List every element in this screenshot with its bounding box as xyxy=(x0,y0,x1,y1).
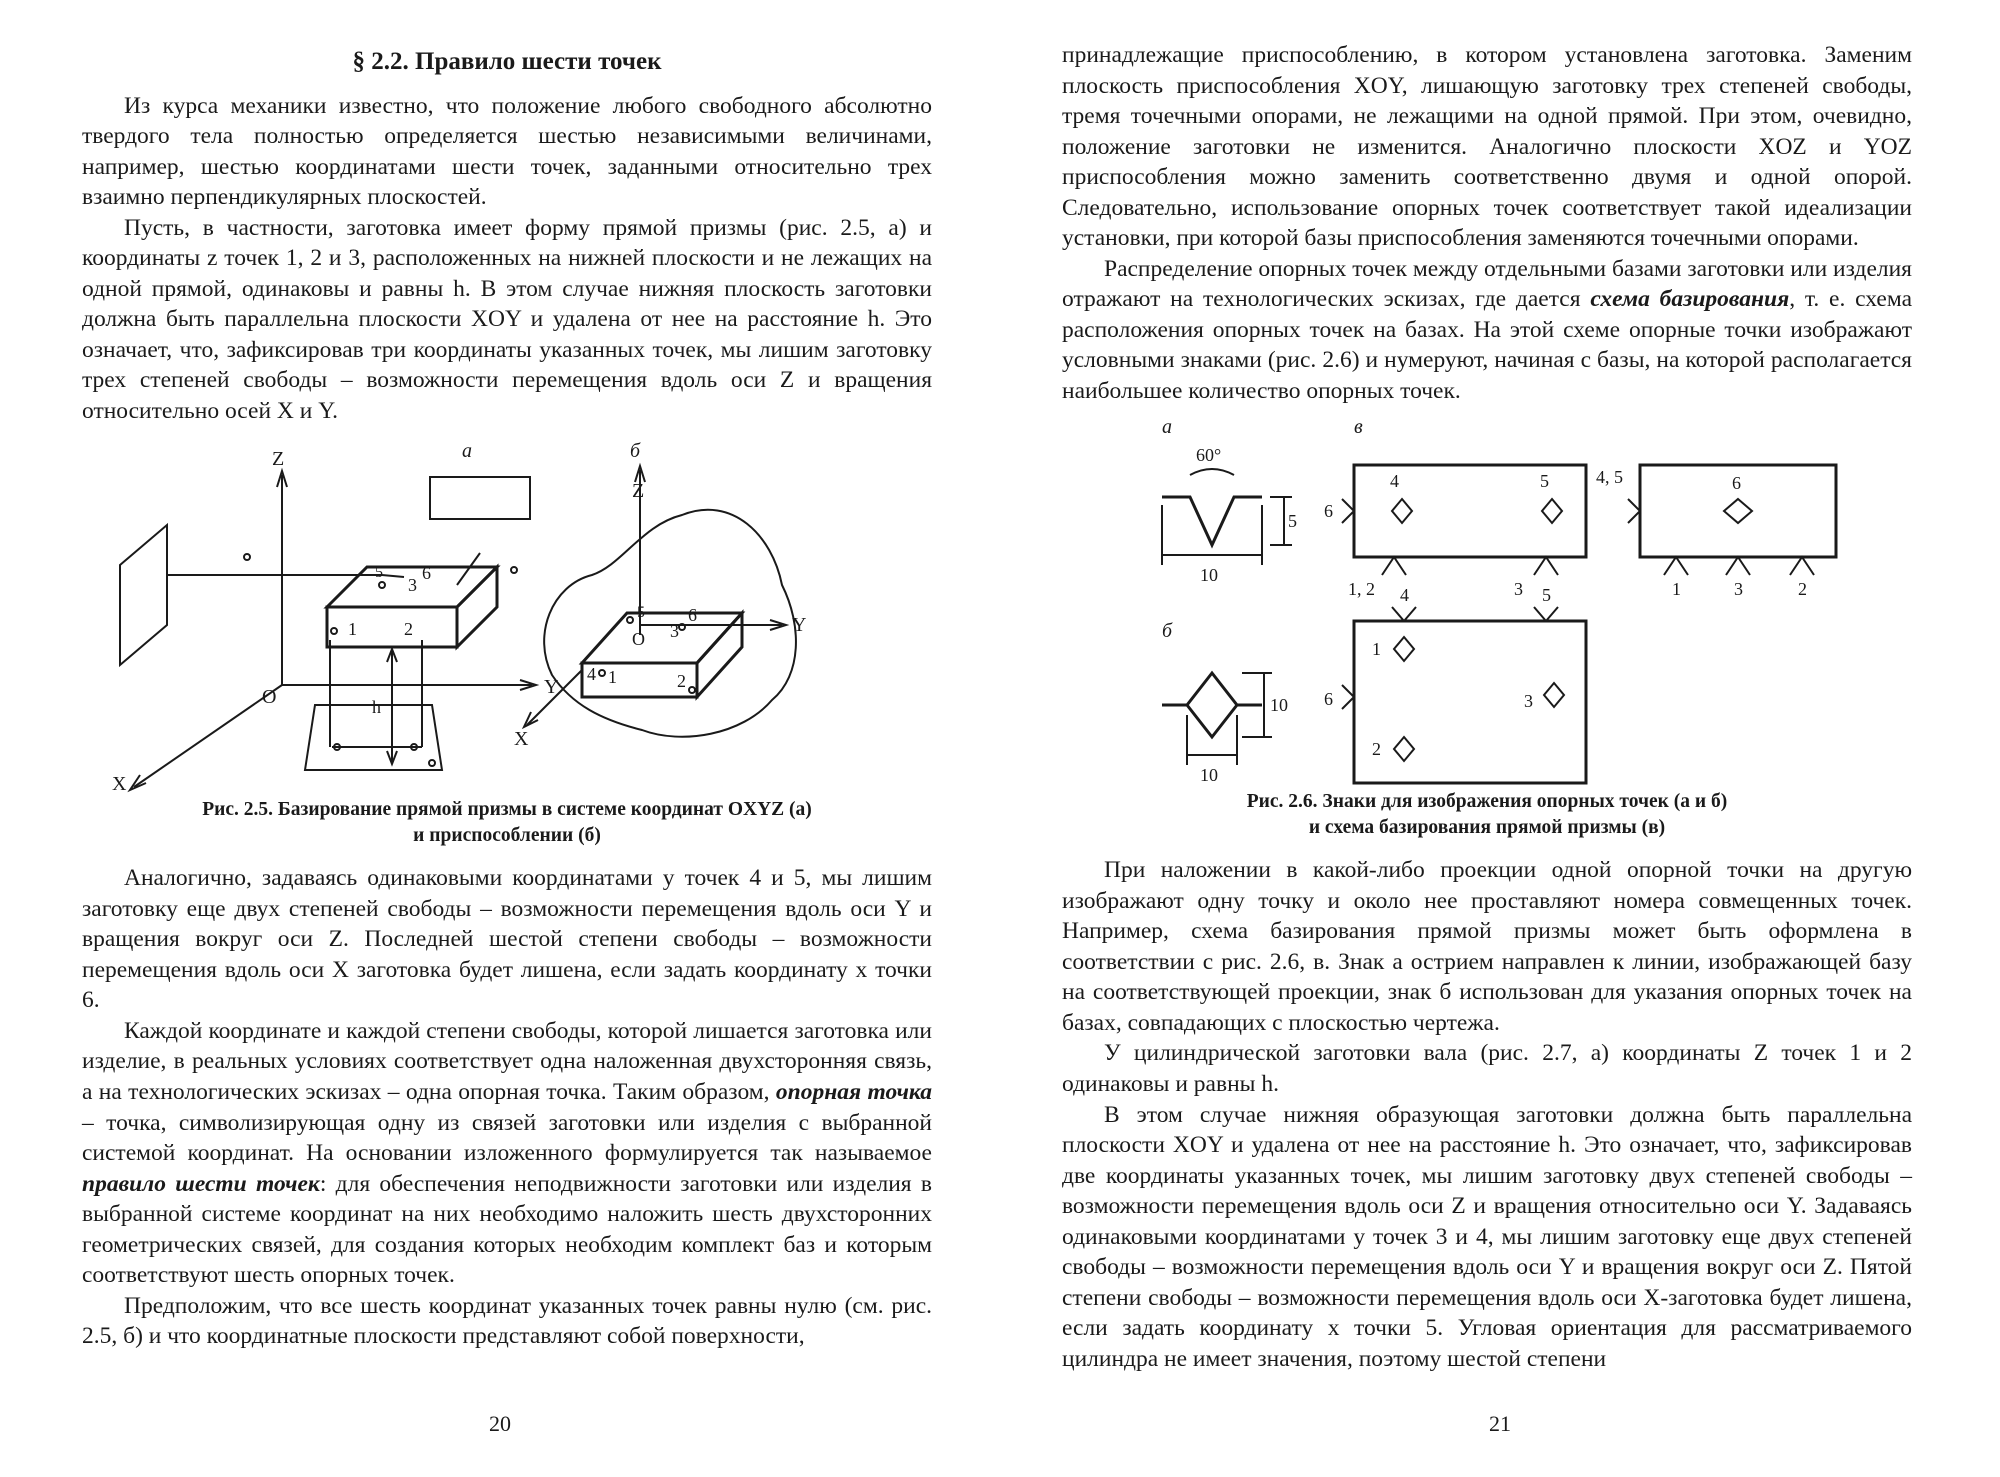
paragraph: В этом случае нижняя образующая заготовки должна быть параллельна плоскости XOY и удалена от нее на расстояние h. Это означает, что, зафиксировав две координаты указанных точек, мы лишим заготовку двух степеней свободы – возможности перемещения вдоль оси Z и вращения относительно оси Y. Задаваясь одинаковыми координатами у точек 3 и 4, мы лишим заготовку еще двух степеней свободы – возможности перемещения вдоль оси Y и вращения вокруг оси Z. Пятой степени свободы – возможности перемещения вдоль оси X-заготовка будет лишена, если задать координату x точки 5. Угловая ориентация для рассматриваемого цилиндра не имеет значения, поэтому шестой степени xyxy=(1062,1101,1912,1372)
front-label-2: 2 xyxy=(1372,738,1381,759)
term-support-point: опорная точка xyxy=(775,1078,932,1105)
fig-b-x-label: X xyxy=(514,727,529,750)
right-page xyxy=(1000,0,2000,1477)
section-heading: § 2.2. Правило шести точек xyxy=(352,48,662,75)
fig-b-point-1: 1 xyxy=(608,666,617,687)
fig-a-z-label: Z xyxy=(272,447,285,470)
side-label-4-5: 4, 5 xyxy=(1596,466,1623,487)
top-label-4: 4 xyxy=(1390,470,1399,491)
term-six-points-rule: правило шести точек xyxy=(82,1170,320,1197)
paragraph: Аналогично, задаваясь одинаковыми координатами у точек 4 и 5, мы лишим заготовку еще двух степеней свободы – возможности перемещения вдоль оси Y и вращения вокруг оси Z. Последней шестой степени свободы – возможности перемещения вдоль оси X заготовка будет лишена, если задать координату x точки 6. xyxy=(82,865,932,1014)
dim-width-b: 10 xyxy=(1200,764,1218,785)
paragraph: Из курса механики известно, что положение любого свободного абсолютно твердого тела полностью определяется шестью независимыми величинами, например, шестью координатами шести точек, заданными относительно трех взаимно перпендикулярных плоскостей. xyxy=(82,92,932,211)
fig-a-x-axis xyxy=(134,685,282,787)
fig-a-h-label: h xyxy=(372,696,381,717)
fig-b-point-5: 5 xyxy=(637,603,645,621)
paragraph: принадлежащие приспособлению, в котором установлена заготовка. Заменим плоскость приспособления XOY, лишающую заготовку трех степеней свободы, тремя точечными опорами, не лежащими на одной прямой. При этом, очевидно, положение заготовки не изменится. Аналогично плоскости XOZ и YOZ приспособления можно заменить соответственно двумя и одной опорой. Следовательно, использование опорных точек соответствует такой идеализации установки, при которой базы приспособления заменяются точечными опорами. xyxy=(1062,42,1912,252)
figure-2-6 xyxy=(1062,415,1912,842)
paragraph: У цилиндрической заготовки вала (рис. 2.7, а) координаты Z точек 1 и 2 одинаковы и равны h. xyxy=(1062,1040,1912,1098)
fig-a-tag: а xyxy=(462,439,472,462)
fig-a-point-6: 6 xyxy=(422,562,431,583)
page-number-left: 20 xyxy=(489,1411,511,1436)
side-label-3: 3 xyxy=(1734,578,1743,599)
figure-2-6-caption: Рис. 2.6. Знаки для изображения опорных точек (а и б) и схема базирования прямой призмы (в) xyxy=(1246,790,1728,838)
fig-a-prism-front xyxy=(327,607,457,647)
fig-a-point-1: 1 xyxy=(348,618,357,639)
side-label-2: 2 xyxy=(1798,578,1807,599)
fig-b-point-2: 2 xyxy=(677,670,686,691)
right-text-column xyxy=(1062,40,1912,1374)
fig-b-point-4: 4 xyxy=(587,663,596,684)
top-label-3: 3 xyxy=(1514,578,1523,599)
fig-2-6-tag-a: а xyxy=(1162,415,1172,438)
side-label-1: 1 xyxy=(1672,578,1681,599)
fig-a-origin-label: O xyxy=(262,685,277,708)
sign-b-symbol xyxy=(1187,705,1237,737)
fig-a-prism-side xyxy=(457,567,497,647)
page-number-right: 21 xyxy=(1489,1411,1511,1436)
fig-b-y-label: Y xyxy=(792,613,807,636)
top-label-5: 5 xyxy=(1540,470,1549,491)
fig-b-z-label: Z xyxy=(632,479,645,502)
fig-a-xoz-plane xyxy=(120,525,167,665)
fig-b-origin-label: O xyxy=(632,628,645,649)
fig-a-x-label: X xyxy=(112,772,127,795)
view-front xyxy=(1354,621,1586,783)
dim-width-a: 10 xyxy=(1200,564,1218,585)
front-label-5: 5 xyxy=(1542,584,1551,605)
top-label-6: 6 xyxy=(1324,500,1333,521)
left-text-column xyxy=(82,40,932,1352)
fig-a-y-label: Y xyxy=(544,675,559,698)
paragraph: Предположим, что все шесть координат указанных точек равны нулю (см. рис. 2.5, б) и что координатные плоскости представляют собой поверхности, xyxy=(82,1292,932,1350)
sign-a-symbol xyxy=(1162,497,1262,545)
paragraph-six-points-rule: Каждой координате и каждой степени свободы, которой лишается заготовка или изделие, в реальных условиях соответствует одна наложенная двухсторонняя связь, а на технологических эскизах – одна опорная точка. Таким образом, опорная точка – точка, символизирующая одну из связей заготовки или изделия с выбранной системой координат. На основании изложенного формулируется так называемое правило шести точек: для обеспечения неподвижности заготовки или изделия в выбранной системе координат на них необходимо наложить шесть двухсторонних геометрических связей, для создания которых необходим комплект баз и которым соответствуют шесть опорных точек. xyxy=(82,1017,932,1289)
fig-a-yoz-plane xyxy=(430,477,530,519)
dim-angle: 60° xyxy=(1196,444,1222,465)
fig-2-6-tag-b: б xyxy=(1162,619,1173,642)
fig-a-x-arrow xyxy=(130,775,146,790)
top-label-1-2: 1, 2 xyxy=(1348,578,1375,599)
fig-a-point-5: 5 xyxy=(375,563,383,581)
paragraph-basing-scheme: Распределение опорных точек между отдельными базами заготовки или изделия отражают на технологических эскизах, где дается схема базирования, т. е. схема расположения опорных точек на базах. На этой схеме опорные точки изображают условными знаками (рис. 2.6) и нумеруют, начиная с базы, на которой располагается наибольшее количество опорных точек. xyxy=(1062,255,1912,405)
front-label-1: 1 xyxy=(1372,638,1381,659)
fig-b-point-6: 6 xyxy=(688,604,697,625)
dim-height-a: 5 xyxy=(1288,510,1297,531)
front-label-4: 4 xyxy=(1400,584,1409,605)
dim-height-b: 10 xyxy=(1270,694,1288,715)
figure-2-6-drawing xyxy=(1062,415,1912,787)
fig-2-6-tag-v: в xyxy=(1354,415,1363,438)
fig-b-point-3: 3 xyxy=(670,620,679,641)
fig-a-point-2: 2 xyxy=(404,618,413,639)
fig-b-tag: б xyxy=(630,439,641,462)
front-label-6: 6 xyxy=(1324,688,1333,709)
figure-2-5 xyxy=(82,435,932,850)
fig-a-point-3: 3 xyxy=(408,574,417,595)
term-basing-scheme: схема базирования xyxy=(1590,286,1790,313)
paragraph: Пусть, в частности, заготовка имеет форму прямой призмы (рис. 2.5, а) и координаты z точек 1, 2 и 3, расположенных на нижней плоскости и не лежащих на одной прямой, одинаковы и равны h. В этом случае нижняя плоскость заготовки должна быть параллельна плоскости XOY и удалена от нее на расстояние h. Это означает, что, зафиксировав три координаты указанных точек, мы лишим заготовку трех степеней свободы – возможности перемещения вдоль оси Z и вращения относительно осей X и Y. xyxy=(82,214,932,424)
figure-2-5-caption: Рис. 2.5. Базирование прямой призмы в системе координат OXYZ (а) и приспособлении (б) xyxy=(202,798,812,846)
side-label-6: 6 xyxy=(1732,472,1741,493)
front-label-3: 3 xyxy=(1524,690,1533,711)
view-top xyxy=(1354,465,1586,557)
figure-2-5-drawing xyxy=(82,435,932,795)
paragraph: При наложении в какой-либо проекции одной опорной точки на другую изображают одну точку и около нее проставляют номера совмещенных точек. Например, схема базирования прямой призмы может быть оформлена в соответствии с рис. 2.6, в. Знак а острием направлен к линии, изображающей базу на соответствующей проекции, знак б использован для указания опорных точек на базах, совпадающих с плоскостью чертежа. xyxy=(1062,857,1912,1036)
